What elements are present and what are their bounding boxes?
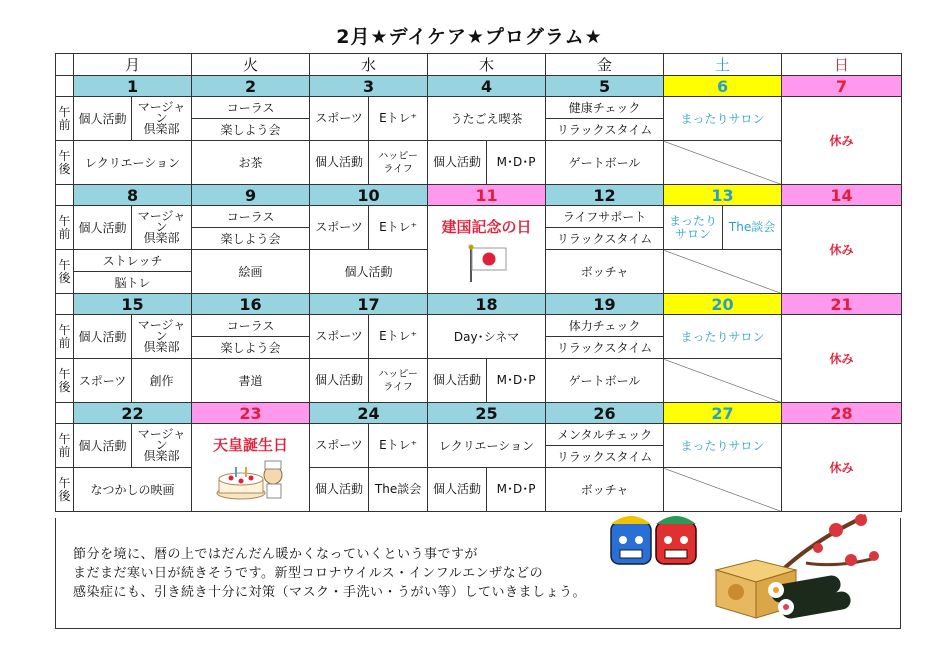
activity: 個人活動 <box>74 315 132 359</box>
empty-cell <box>664 468 782 512</box>
date-cell: 19 <box>546 294 664 315</box>
holiday-name: 天皇誕生日 <box>213 436 289 454</box>
date-cell: 22 <box>74 403 192 424</box>
pm-label: 午 後 <box>56 250 74 294</box>
activity: 個人活動 <box>310 141 369 184</box>
activity: ストレッチ <box>74 250 191 272</box>
day-header-sun: 日 <box>782 54 902 76</box>
activity: お茶 <box>192 141 310 185</box>
am-label: 午 前 <box>56 206 74 250</box>
activity-sat: まったりサロン <box>664 315 782 359</box>
date-cell: 2 <box>192 76 310 97</box>
activity-sat: まったりサロン <box>664 97 782 141</box>
activity: The談会 <box>374 482 422 496</box>
activity-sat: まったりサロン <box>664 424 782 468</box>
activity: マージャン 倶楽部 <box>132 315 192 359</box>
red-oni-icon <box>656 516 696 564</box>
notice-text: 節分を境に、暦の上ではだんだん暖かくなっていくという事ですが まだまだ寒い日が続きそうです。新型コロナウイルス・インフルエンザなどの 感染症にも、引き続き十分に対策（マスク・手洗い・うがい等）していきましょう。 <box>73 547 587 600</box>
activity: ボッチャ <box>546 250 664 294</box>
day-header-thu: 木 <box>428 54 546 76</box>
am-label: 午 前 <box>56 315 74 359</box>
activity: 楽しよう会 <box>220 232 281 246</box>
activity: M･D･P <box>496 155 536 169</box>
activity: 個人活動 <box>310 468 369 511</box>
activity: リラックスタイム <box>556 123 653 137</box>
date-cell: 16 <box>192 294 310 315</box>
activity: M･D･P <box>496 373 536 387</box>
date-cell: 1 <box>74 76 192 97</box>
day-header-tue: 火 <box>192 54 310 76</box>
activity: コーラス <box>192 315 309 337</box>
activity: なつかしの映画 <box>74 468 192 512</box>
activity: レクリエーション <box>428 424 546 468</box>
day-header-sat: 土 <box>664 54 782 76</box>
activity-sat: まったり サロン <box>664 206 723 249</box>
date-cell: 25 <box>428 403 546 424</box>
activity: スポーツ <box>74 359 132 403</box>
date-cell: 18 <box>428 294 546 315</box>
activity: 書道 <box>192 359 310 403</box>
activity: スポーツ <box>310 97 369 140</box>
activity: 個人活動 <box>310 250 428 294</box>
activity: リラックスタイム <box>556 232 653 246</box>
am-label: 午 前 <box>56 97 74 141</box>
date-cell-sun: 14 <box>782 185 902 206</box>
activity: M･D･P <box>496 482 536 496</box>
empty-cell <box>664 141 782 185</box>
empty-cell <box>664 359 782 403</box>
pm-label: 午 後 <box>56 468 74 512</box>
activity: 楽しよう会 <box>220 341 281 355</box>
day-header-mon: 月 <box>74 54 192 76</box>
date-cell: 12 <box>546 185 664 206</box>
rest-day: 休み <box>782 206 902 294</box>
date-cell-sat: 20 <box>664 294 782 315</box>
pm-label: 午 後 <box>56 359 74 403</box>
date-cell-sun: 7 <box>782 76 902 97</box>
activity-sat: The談会 <box>728 220 776 234</box>
activity: ライフサポート <box>546 206 663 228</box>
activity: 個人活動 <box>310 359 369 402</box>
date-cell-sun: 21 <box>782 294 902 315</box>
date-cell: 8 <box>74 185 192 206</box>
rest-day: 休み <box>782 424 902 512</box>
setsubun-illustration <box>606 508 896 620</box>
activity: Eトレ⁺ <box>379 329 418 343</box>
blue-oni-icon <box>611 516 651 564</box>
empty-cell <box>664 250 782 294</box>
date-cell: 24 <box>310 403 428 424</box>
activity: Eトレ⁺ <box>379 220 418 234</box>
activity: コーラス <box>192 97 309 119</box>
day-header-fri: 金 <box>546 54 664 76</box>
activity: 健康チェック <box>546 97 663 119</box>
japan-flag-icon <box>465 243 509 283</box>
activity: 絵画 <box>192 250 310 294</box>
holiday-name: 建国記念の日 <box>441 218 532 236</box>
activity: Day･シネマ <box>428 315 546 359</box>
activity: 創作 <box>132 359 192 403</box>
activity: 脳トレ <box>114 276 151 290</box>
activity: メンタルチェック <box>546 424 663 446</box>
activity: Eトレ⁺ <box>379 438 418 452</box>
activity: 個人活動 <box>74 97 132 141</box>
activity: うたごえ喫茶 <box>428 97 546 141</box>
date-cell: 26 <box>546 403 664 424</box>
activity: ゲートボール <box>546 359 664 403</box>
activity: レクリエーション <box>74 141 192 185</box>
activity: 個人活動 <box>428 468 487 511</box>
birthday-cake-icon <box>211 459 291 501</box>
date-cell-sat: 6 <box>664 76 782 97</box>
activity: スポーツ <box>310 206 369 249</box>
date-cell: 9 <box>192 185 310 206</box>
activity: 個人活動 <box>428 141 487 184</box>
activity: リラックスタイム <box>556 450 653 464</box>
page-title: 2月★デイケア★プログラム★ <box>336 26 603 48</box>
activity: スポーツ <box>310 315 369 358</box>
activity: Eトレ⁺ <box>379 111 418 125</box>
activity: ゲートボール <box>546 141 664 185</box>
activity: 楽しよう会 <box>220 123 281 137</box>
pm-label: 午 後 <box>56 141 74 185</box>
activity: マージャン 倶楽部 <box>132 206 192 250</box>
activity: 体力チェック <box>546 315 663 337</box>
date-cell: 10 <box>310 185 428 206</box>
program-calendar <box>55 53 902 512</box>
activity: 個人活動 <box>74 206 132 250</box>
activity: スポーツ <box>310 424 369 467</box>
rest-day: 休み <box>782 315 902 403</box>
date-cell-holiday: 11 <box>428 185 546 206</box>
date-cell: 5 <box>546 76 664 97</box>
corner-cell <box>56 54 74 76</box>
day-header-wed: 水 <box>310 54 428 76</box>
date-cell-sun: 28 <box>782 403 902 424</box>
activity: マージャン 倶楽部 <box>132 97 192 141</box>
date-cell: 4 <box>428 76 546 97</box>
activity: ハッピー ライフ <box>378 150 418 175</box>
rest-day: 休み <box>782 97 902 185</box>
date-cell-holiday: 23 <box>192 403 310 424</box>
date-cell-sat: 13 <box>664 185 782 206</box>
activity: リラックスタイム <box>556 341 653 355</box>
date-cell: 17 <box>310 294 428 315</box>
date-cell: 15 <box>74 294 192 315</box>
am-label: 午 前 <box>56 424 74 468</box>
activity: ボッチャ <box>546 468 664 512</box>
date-cell: 3 <box>310 76 428 97</box>
date-cell-sat: 27 <box>664 403 782 424</box>
activity: ハッピー ライフ <box>378 368 418 393</box>
activity: コーラス <box>192 206 309 228</box>
activity: 個人活動 <box>74 424 132 468</box>
activity: 個人活動 <box>428 359 487 402</box>
activity: マージャン 倶楽部 <box>132 424 192 468</box>
